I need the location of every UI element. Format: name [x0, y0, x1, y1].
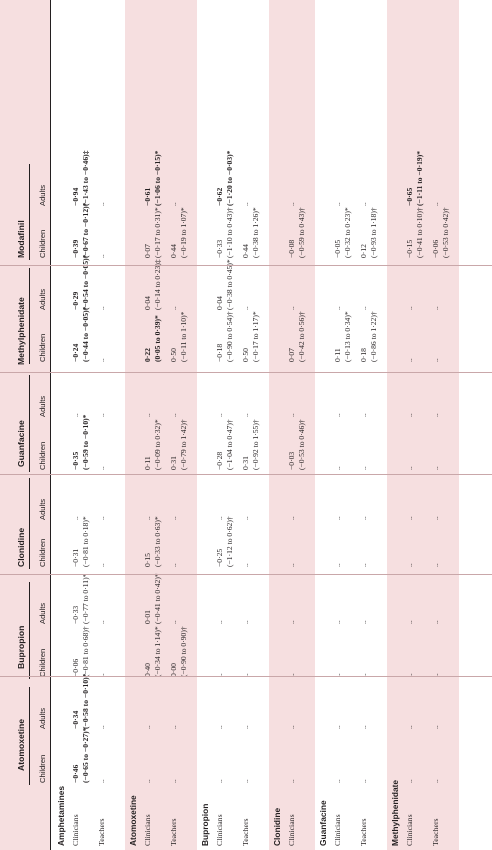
column-age-children: Children — [38, 333, 47, 362]
table-cell: 0·50 (−0·17 to 1·17)* — [241, 311, 260, 362]
table-cell: .. — [359, 306, 368, 310]
table-cell: −0·06 (−0·53 to 0·42)† — [431, 207, 450, 258]
table-cell: .. — [431, 779, 440, 783]
table-cell: −0·05 (−0·32 to 0·23)* — [333, 207, 352, 258]
table-cell: .. — [215, 413, 224, 417]
table-cell: .. — [97, 620, 106, 624]
table-cell: −0·03 (−0·53 to 0·46)† — [287, 419, 306, 470]
column-separator — [0, 474, 492, 475]
table-cell: .. — [405, 779, 414, 783]
table-cell: −0·06 (−0·81 to 0·68)† — [71, 626, 90, 677]
table-cell: .. — [287, 516, 296, 520]
table-cell: .. — [405, 725, 414, 729]
group-band — [387, 0, 459, 850]
table-cell: 0·15 (−0·33 to 0·63)* — [143, 516, 162, 567]
table-cell: 0·00 (−0·90 to 0·90)† — [169, 626, 188, 677]
table-cell: .. — [97, 202, 106, 206]
column-separator — [0, 372, 492, 373]
table-cell: −0·65 (−1·11 to −0·19)* — [405, 150, 424, 206]
rater-label: Teachers — [97, 818, 106, 846]
table-cell: .. — [333, 413, 342, 417]
table-cell: −0·08 (−0·59 to 0·43)† — [287, 207, 306, 258]
group-title-amphetamines: Amphetamines — [56, 785, 66, 846]
table-cell: 0·01 (−0·41 to 0·42)* — [143, 573, 162, 624]
table-cell: .. — [405, 413, 414, 417]
table-cell: .. — [405, 516, 414, 520]
table-cell: .. — [333, 563, 342, 567]
rater-label: Clinicians — [215, 814, 224, 846]
table-cell: .. — [359, 413, 368, 417]
table-cell: .. — [287, 673, 296, 677]
table-cell: .. — [241, 563, 250, 567]
table-cell: .. — [97, 725, 106, 729]
table-cell: .. — [333, 673, 342, 677]
drug-header-underline — [29, 582, 30, 679]
table-cell: .. — [143, 725, 152, 729]
table-cell: .. — [333, 516, 342, 520]
table-cell: −0·24 (−0·44 to −0·05)* — [71, 306, 90, 362]
table-cell: .. — [169, 725, 178, 729]
group-title-guanfacine: Guanfacine — [318, 800, 328, 846]
table-cell: 0·31 (−0·79 to 1·42)† — [169, 419, 188, 470]
table-cell: .. — [241, 673, 250, 677]
table-cell: −0·33 (−1·10 to 0·43)† — [215, 207, 234, 258]
table-cell: .. — [431, 673, 440, 677]
rater-label: Teachers — [169, 818, 178, 846]
table-cell: .. — [241, 306, 250, 310]
table-cell: .. — [97, 306, 106, 310]
table-cell: .. — [359, 779, 368, 783]
table-cell: −0·33 (−0·77 to 0·11)* — [71, 573, 90, 624]
table-cell: .. — [287, 620, 296, 624]
rater-label: Clinicians — [333, 814, 342, 846]
table-cell: .. — [71, 413, 80, 417]
column-age-adults: Adults — [38, 602, 47, 624]
table-cell: .. — [215, 516, 224, 520]
table-cell: .. — [287, 779, 296, 783]
table-cell: 0·22 (0·05 to 0·39)* — [143, 315, 162, 362]
table-cell: .. — [169, 620, 178, 624]
table-cell: −0·94 (−1·43 to −0·46)‡ — [71, 150, 90, 206]
table-cell: 0·31 (−0·92 to 1·55)† — [241, 419, 260, 470]
table-cell: .. — [215, 779, 224, 783]
table-cell: .. — [405, 358, 414, 362]
column-drug-bupropion: Bupropion — [16, 625, 26, 669]
column-drug-atomoxetine: Atomoxetine — [16, 718, 26, 771]
table-cell: 0·40 (−0·34 to 1·14)* — [143, 626, 162, 677]
table-cell: .. — [359, 620, 368, 624]
table-cell: 0·07 (−0·42 to 0·56)† — [287, 311, 306, 362]
drug-header-underline — [29, 687, 30, 785]
table-cell: .. — [169, 413, 178, 417]
table-cell: −0·46 (−0·65 to −0·27)* — [71, 727, 90, 783]
table-cell: .. — [287, 725, 296, 729]
table-cell: .. — [287, 413, 296, 417]
table-cell: −0·15 (−0·41 to 0·10)† — [405, 207, 424, 258]
table-cell: .. — [333, 620, 342, 624]
table-cell: .. — [405, 563, 414, 567]
rater-label: Clinicians — [143, 814, 152, 846]
column-age-children: Children — [38, 229, 47, 258]
column-drug-clonidine: Clonidine — [16, 527, 26, 567]
table-cell: .. — [97, 254, 106, 258]
table-cell: 0·11 (−0·13 to 0·34)* — [333, 311, 352, 362]
column-age-adults: Adults — [38, 707, 47, 729]
table-cell: −0·25 (−1·12 to 0·62)† — [215, 516, 234, 567]
column-age-children: Children — [38, 648, 47, 677]
table-cell: .. — [287, 563, 296, 567]
table-cell: −0·34 (−0·58 to −0·10)* — [71, 673, 90, 729]
table-cell: .. — [241, 202, 250, 206]
table-cell: −0·35 (−0·59 to −0·10)* — [71, 414, 90, 470]
table-cell: .. — [405, 466, 414, 470]
table-cell: 0·50 (−0·11 to 1·10)* — [169, 311, 188, 362]
table-cell: .. — [405, 673, 414, 677]
column-drug-methylphenidate: Methylphenidate — [16, 297, 26, 365]
table-cell: .. — [97, 673, 106, 677]
group-band — [315, 0, 387, 850]
table-cell: 0·44 (−0·38 to 1·26)* — [241, 207, 260, 258]
table-cell: 0·44 (−0·19 to 1·07)* — [169, 207, 188, 258]
table-cell: .. — [143, 516, 152, 520]
table-cell: .. — [431, 413, 440, 417]
table-cell: −0·39 (−0·67 to −0·12)* — [71, 202, 90, 258]
table-cell: .. — [333, 306, 342, 310]
header-rule — [50, 0, 51, 850]
table-cell: .. — [215, 725, 224, 729]
table-cell: .. — [97, 563, 106, 567]
column-separator — [0, 574, 492, 575]
table-cell: .. — [97, 516, 106, 520]
table-cell: .. — [333, 725, 342, 729]
table-cell: .. — [431, 563, 440, 567]
table-cell: .. — [333, 779, 342, 783]
column-separator — [0, 676, 492, 677]
table-cell: .. — [169, 779, 178, 783]
table-cell: .. — [241, 620, 250, 624]
drug-header-underline — [29, 478, 30, 569]
table-cell: .. — [405, 306, 414, 310]
table-cell: .. — [169, 563, 178, 567]
table-cell: .. — [431, 306, 440, 310]
table-cell: .. — [359, 725, 368, 729]
table-cell: −0·31 (−0·81 to 0·18)* — [71, 516, 90, 567]
table-cell: .. — [287, 202, 296, 206]
table-cell: .. — [97, 358, 106, 362]
table-cell: .. — [97, 413, 106, 417]
table-cell: −0·29 (−0·54 to −0·05)* — [71, 254, 90, 310]
column-drug-guanfacine: Guanfacine — [16, 420, 26, 467]
column-age-children: Children — [38, 441, 47, 470]
table-cell: 0·04 (−0·38 to 0·45)* — [215, 259, 234, 310]
table-cell: .. — [431, 516, 440, 520]
table-cell: .. — [333, 202, 342, 206]
drug-header-underline — [29, 268, 30, 364]
table-cell: 0·11 (−0·09 to 0·32)* — [143, 419, 162, 470]
table-cell: 0·12 (−0·93 to 1·18)† — [359, 207, 378, 258]
rater-label: Clinicians — [287, 814, 296, 846]
table-cell: −0·62 (−1·20 to −0·03)* — [215, 150, 234, 206]
group-title-clonidine: Clonidine — [272, 807, 282, 846]
table-cell: .. — [71, 516, 80, 520]
rater-label: Teachers — [241, 818, 250, 846]
column-drug-modafinil: Modafinil — [16, 220, 26, 258]
table-cell: .. — [143, 779, 152, 783]
table-cell: .. — [431, 620, 440, 624]
table-cell: .. — [333, 466, 342, 470]
group-title-bupropion: Bupropion — [200, 803, 210, 846]
table-cell: .. — [97, 466, 106, 470]
table-cell: .. — [359, 466, 368, 470]
table-cell: .. — [241, 413, 250, 417]
table-cell: .. — [359, 673, 368, 677]
rater-label: Teachers — [431, 818, 440, 846]
table-cell: .. — [97, 779, 106, 783]
table-cell: .. — [241, 779, 250, 783]
table-cell: .. — [241, 516, 250, 520]
table-cell: .. — [241, 725, 250, 729]
table-cell: 0·04 (−0·14 to 0·23)‡ — [143, 259, 162, 310]
column-age-children: Children — [38, 538, 47, 567]
table-cell: .. — [169, 516, 178, 520]
column-age-adults: Adults — [38, 395, 47, 417]
table-cell: .. — [431, 358, 440, 362]
table-cell: −0·28 (−1·04 to 0·47)† — [215, 419, 234, 470]
table-cell: .. — [169, 202, 178, 206]
drug-header-underline — [29, 164, 30, 260]
table-cell: .. — [431, 725, 440, 729]
rater-label: Clinicians — [405, 814, 414, 846]
table-cell: .. — [405, 620, 414, 624]
rater-label: Clinicians — [71, 814, 80, 846]
table-cell: .. — [169, 306, 178, 310]
table-cell: .. — [359, 563, 368, 567]
table-cell: −0·61 (−1·06 to −0·15)* — [143, 150, 162, 206]
group-title-atomoxetine: Atomoxetine — [128, 795, 138, 846]
column-age-adults: Adults — [38, 184, 47, 206]
column-age-adults: Adults — [38, 288, 47, 310]
table-cell: .. — [215, 620, 224, 624]
rater-label: Teachers — [359, 818, 368, 846]
table-cell: .. — [287, 306, 296, 310]
column-age-children: Children — [38, 754, 47, 783]
table-cell: .. — [359, 516, 368, 520]
table-cell: 0·07 (−0·17 to 0·31)* — [143, 207, 162, 258]
table-cell: .. — [431, 466, 440, 470]
group-title-methylphenidate: Methylphenidate — [390, 779, 400, 846]
table-cell: −0·18 (−0·90 to 0·54)† — [215, 311, 234, 362]
table-cell: .. — [143, 413, 152, 417]
drug-header-underline — [29, 375, 30, 472]
column-age-adults: Adults — [38, 498, 47, 520]
table-cell: 0·18 (−0·86 to 1·22)† — [359, 311, 378, 362]
table-cell: .. — [431, 202, 440, 206]
table-cell: .. — [359, 202, 368, 206]
column-separator — [0, 265, 492, 266]
table-cell: .. — [215, 673, 224, 677]
